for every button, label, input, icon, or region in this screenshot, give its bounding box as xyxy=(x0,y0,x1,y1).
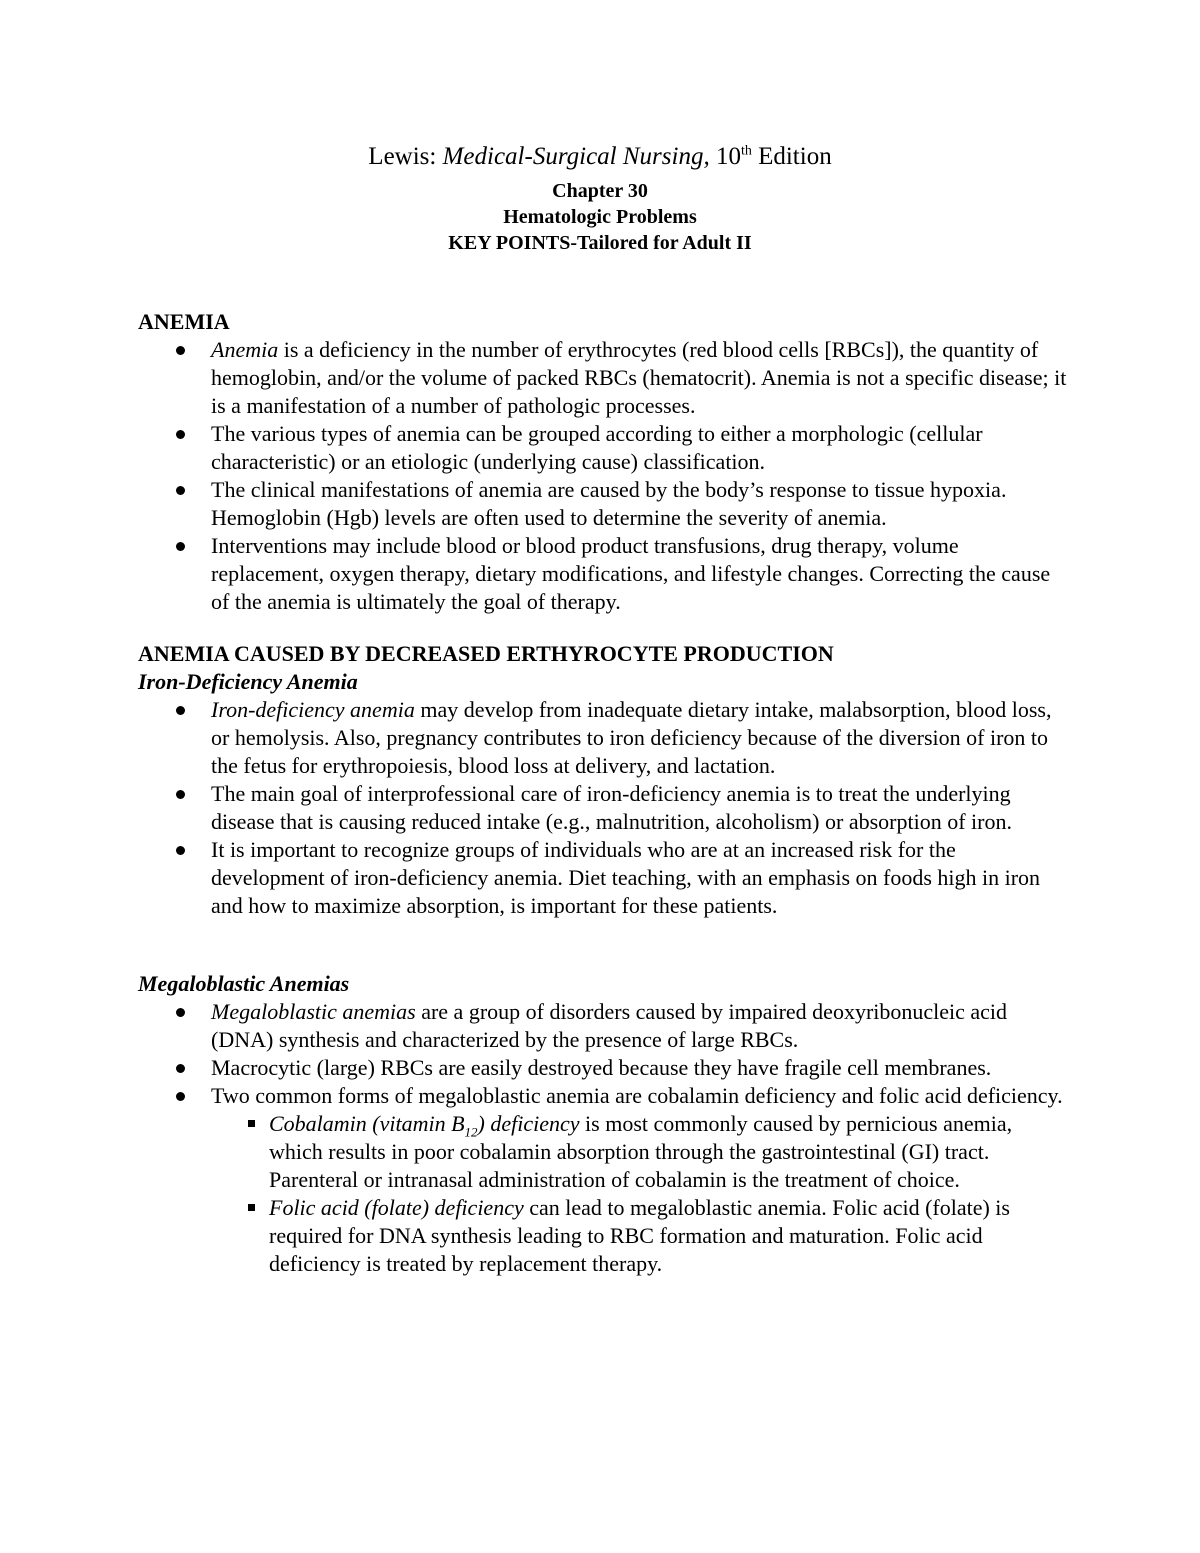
list-item xyxy=(138,420,1068,476)
term xyxy=(269,1111,580,1140)
list-item xyxy=(138,696,1068,780)
chapter-label: Chapter 30 xyxy=(552,180,648,202)
title-edition-number: 10 xyxy=(709,143,741,170)
term-part: ) deficiency xyxy=(477,1111,580,1136)
title-author: Lewis: xyxy=(368,143,443,170)
bullet-icon xyxy=(176,790,185,799)
decreased-production-section xyxy=(138,640,1068,920)
bullet-icon xyxy=(176,1064,185,1073)
subsection-heading: Megaloblastic Anemias xyxy=(138,971,350,996)
bullet-icon xyxy=(176,1008,185,1017)
item-text: It is important to recognize groups of individuals who are at an increased risk for the development of iron-deficiency anemia. Diet teaching, with an emphasis on foods high in iron and how to maximize absorption, is important for these patients. xyxy=(211,837,1041,918)
list-item xyxy=(138,476,1068,532)
bullet-icon xyxy=(176,706,185,715)
anemia-section xyxy=(138,308,1068,616)
section-heading: ANEMIA xyxy=(138,309,230,334)
list-item xyxy=(138,1082,1068,1278)
bullet-icon xyxy=(176,486,185,495)
item-text: The clinical manifestations of anemia are caused by the body’s response to tissue hypoxia. Hemoglobin (Hgb) levels are often used to determine the severity of anemia. xyxy=(211,477,1007,530)
sub-list-item xyxy=(138,1110,1068,1194)
iron-deficiency-list xyxy=(138,696,1068,920)
bullet-icon xyxy=(176,846,185,855)
list-item xyxy=(138,1054,1068,1082)
title-edition-label: Edition xyxy=(751,143,832,170)
list-item xyxy=(138,532,1068,616)
square-bullet-icon xyxy=(248,1120,255,1127)
list-item xyxy=(138,836,1068,920)
sub-list-item xyxy=(138,1194,1068,1278)
item-text: are a group of disorders caused by impaired deoxyribonucleic acid (DNA) synthesis and characterized by the presence of large RBCs. xyxy=(211,999,1008,1052)
item-text: can lead to megaloblastic anemia. Folic acid (folate) is required for DNA synthesis leading to RBC formation and maturation. Folic acid deficiency is treated by replacement therapy. xyxy=(269,1195,1010,1276)
term: Anemia xyxy=(211,337,279,362)
list-item xyxy=(138,780,1068,836)
item-text: may develop from inadequate dietary intake, malabsorption, blood loss, or hemolysis. Also, pregnancy contributes to iron deficiency because of the diversion of iron to the fetus for erythropoiesis, blood loss at delivery, and lactation. xyxy=(211,697,1052,778)
item-text: The main goal of interprofessional care of iron-deficiency anemia is to treat the underlying disease that is causing reduced intake (e.g., malnutrition, alcoholism) or absorption of iron. xyxy=(211,781,1012,834)
list-item xyxy=(138,998,1068,1054)
term-subscript: 12 xyxy=(464,1124,478,1140)
bullet-icon xyxy=(176,1092,185,1101)
item-text: Interventions may include blood or blood product transfusions, drug therapy, volume replacement, oxygen therapy, dietary modifications, and lifestyle changes. Correcting the cause of the anemia is ultimately the goal of therapy. xyxy=(211,533,1051,614)
item-text: is a deficiency in the number of erythrocytes (red blood cells [RBCs]), the quantity of hemoglobin, and/or the volume of packed RBCs (hematocrit). Anemia is not a specific disease; it is a manifestation of a number of pathologic processes. xyxy=(211,337,1067,418)
chapter-subtitle: KEY POINTS-Tailored for Adult II xyxy=(448,232,752,254)
document-title xyxy=(0,140,1200,174)
term: Iron-deficiency anemia xyxy=(211,697,415,722)
megaloblastic-list xyxy=(138,998,1068,1278)
chapter-topic: Hematologic Problems xyxy=(503,206,697,228)
bullet-icon xyxy=(176,430,185,439)
title-book: Medical-Surgical Nursing, xyxy=(442,143,710,170)
megaloblastic-sublist xyxy=(138,1110,1068,1278)
square-bullet-icon xyxy=(248,1204,255,1211)
item-text: Macrocytic (large) RBCs are easily destroyed because they have fragile cell membranes. xyxy=(211,1055,992,1080)
megaloblastic-section xyxy=(138,970,1068,1278)
term: Megaloblastic anemias xyxy=(211,999,416,1024)
bullet-icon xyxy=(176,542,185,551)
term-part: Cobalamin (vitamin B xyxy=(269,1111,465,1136)
item-text: Two common forms of megaloblastic anemia are cobalamin deficiency and folic acid deficiency. xyxy=(211,1083,1063,1108)
subsection-heading: Iron-Deficiency Anemia xyxy=(138,669,358,694)
item-text: is most commonly caused by pernicious anemia, which results in poor cobalamin absorption through the gastrointestinal (GI) tract. Parenteral or intranasal administration of cobalamin is the treatment of choice. xyxy=(269,1111,1013,1192)
bullet-icon xyxy=(176,346,185,355)
anemia-list xyxy=(138,336,1068,616)
term: Folic acid (folate) deficiency xyxy=(269,1195,524,1220)
section-heading: ANEMIA CAUSED BY DECREASED ERTHYROCYTE PRODUCTION xyxy=(138,641,834,666)
item-text: The various types of anemia can be grouped according to either a morphologic (cellular characteristic) or an etiologic (underlying cause) classification. xyxy=(211,421,983,474)
title-edition-suffix: th xyxy=(740,143,752,159)
list-item xyxy=(138,336,1068,420)
